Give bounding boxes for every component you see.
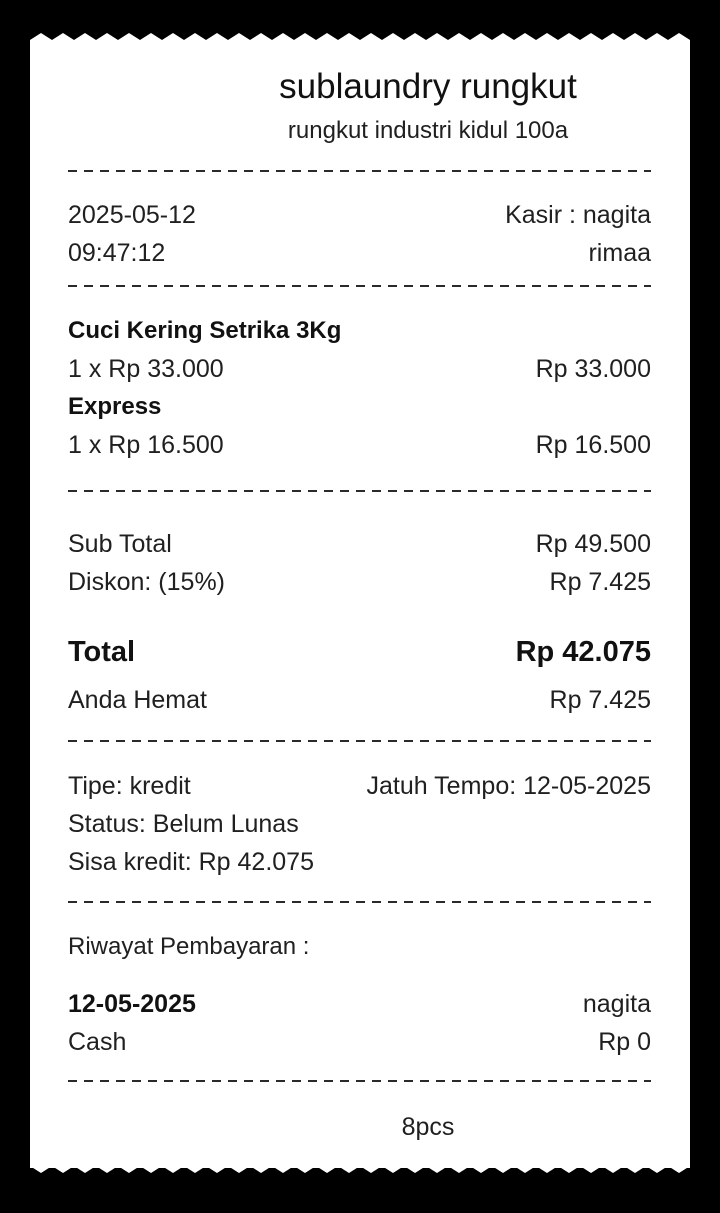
- item-price-row: [68, 354, 651, 384]
- subtotal-label: Sub Total: [68, 530, 172, 558]
- history-method: Cash: [68, 1028, 127, 1056]
- store-name: sublaundry rungkut: [279, 67, 577, 106]
- store-address: rungkut industri kidul 100a: [287, 117, 569, 144]
- customer-name: rimaa: [588, 239, 651, 267]
- history-amount: Rp 0: [598, 1028, 651, 1056]
- item-price-row: [68, 430, 651, 460]
- divider: [68, 740, 651, 742]
- discount-value: Rp 7.425: [549, 568, 651, 596]
- item-name: Express: [68, 393, 162, 420]
- meta-row-1: [68, 200, 651, 230]
- savings-row: [68, 685, 651, 715]
- subtotal-value: Rp 49.500: [535, 530, 651, 558]
- piece-count: 8pcs: [401, 1113, 455, 1141]
- divider: [68, 170, 651, 172]
- receipt-top-edge: [30, 32, 690, 44]
- discount-row: [68, 567, 651, 597]
- payment-status: Status: Belum Lunas: [68, 810, 299, 838]
- payment-history-label: Riwayat Pembayaran :: [68, 933, 310, 960]
- history-entry-row: [68, 1027, 651, 1057]
- history-date: 12-05-2025: [68, 990, 196, 1018]
- divider: [68, 901, 651, 903]
- total-label: Total: [68, 636, 136, 668]
- torn-edge-shape: [30, 33, 690, 44]
- payment-type: Tipe: kredit: [68, 772, 191, 800]
- total-value: Rp 42.075: [515, 636, 651, 668]
- meta-row-2: [68, 238, 651, 268]
- cashier-name: Kasir : nagita: [505, 201, 651, 229]
- history-cashier: nagita: [582, 990, 651, 1018]
- transaction-date: 2025-05-12: [68, 201, 196, 229]
- divider: [68, 490, 651, 492]
- discount-label: Diskon: (15%): [68, 568, 225, 596]
- savings-label: Anda Hemat: [68, 686, 207, 714]
- remaining-credit: Sisa kredit: Rp 42.075: [68, 848, 314, 876]
- item-amount: Rp 33.000: [535, 355, 651, 383]
- item-name: Cuci Kering Setrika 3Kg: [68, 317, 342, 344]
- item-amount: Rp 16.500: [535, 431, 651, 459]
- payment-type-row: [68, 771, 651, 801]
- subtotal-row: [68, 529, 651, 559]
- transaction-time: 09:47:12: [68, 239, 166, 267]
- item-qty-price: 1 x Rp 16.500: [68, 431, 224, 459]
- total-row: [68, 635, 651, 669]
- torn-edge-shape: [30, 1162, 690, 1173]
- savings-value: Rp 7.425: [549, 686, 651, 714]
- due-date: Jatuh Tempo: 12-05-2025: [366, 772, 651, 800]
- divider: [68, 285, 651, 287]
- receipt-bottom-edge: [30, 1162, 690, 1174]
- divider: [68, 1080, 651, 1082]
- history-entry-row: [68, 989, 651, 1019]
- item-qty-price: 1 x Rp 33.000: [68, 355, 224, 383]
